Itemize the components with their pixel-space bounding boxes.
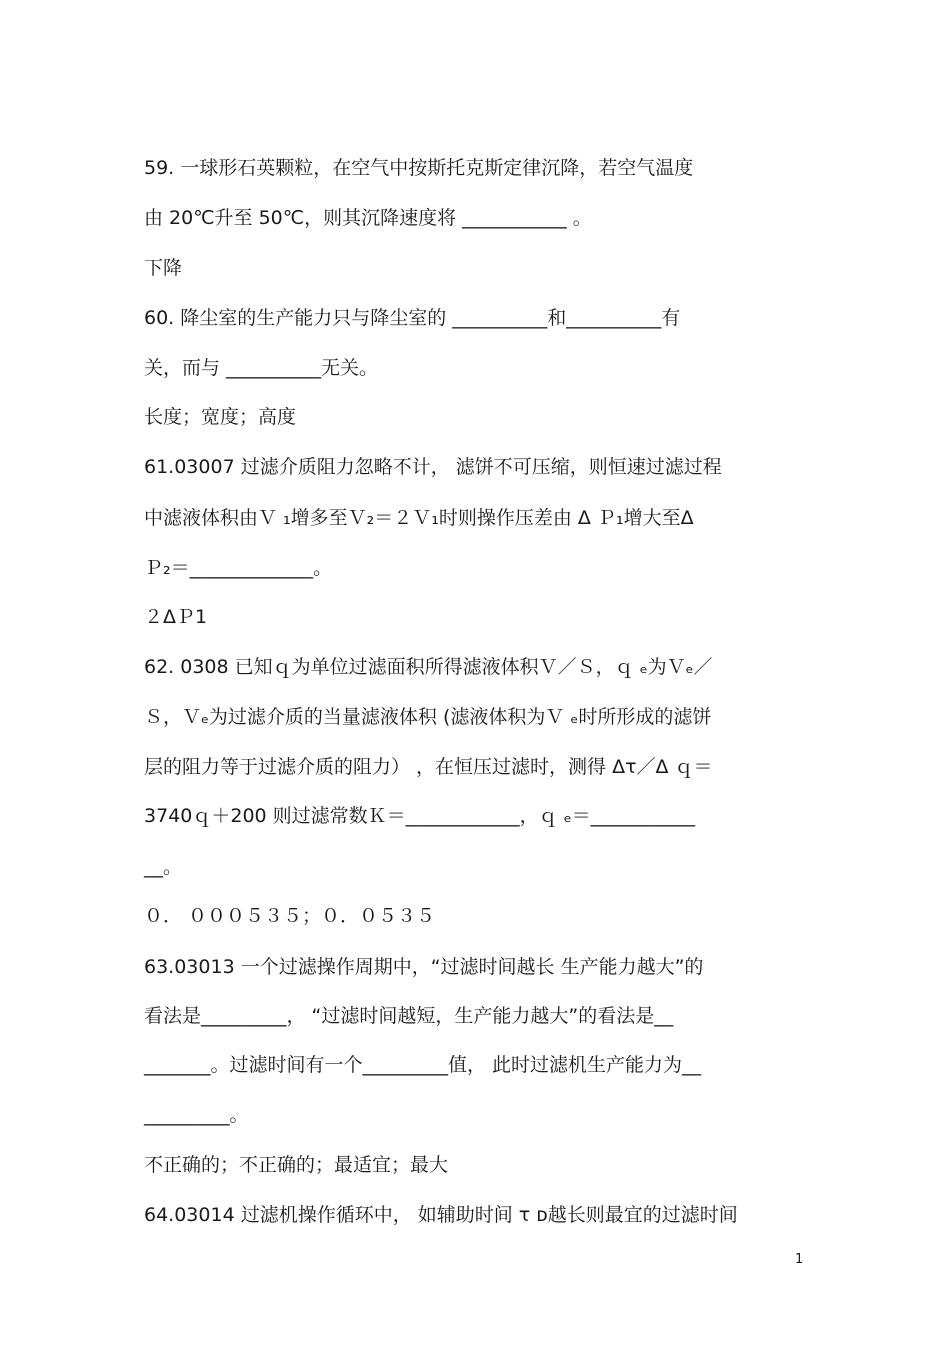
question-60-line-2: 关，而与 __________无关。 bbox=[144, 357, 379, 379]
question-61-line-1: 61.03007 过滤介质阻力忽略不计， 滤饼不可压缩，则恒速过滤过程 bbox=[144, 456, 722, 478]
question-62-line-5: __。 bbox=[144, 856, 183, 878]
question-63-line-2: 看法是_________， “过滤时间越短，生产能力越大”的看法是__ bbox=[144, 1005, 674, 1027]
answer-63: 不正确的；不正确的；最适宜；最大 bbox=[144, 1154, 449, 1176]
answer-60: 长度；宽度；高度 bbox=[144, 406, 297, 428]
question-62-line-4: 3740ｑ＋200 则过滤常数Ｋ＝____________，ｑ ₑ＝___________ bbox=[144, 805, 696, 827]
question-61-line-3: Ｐ₂＝_____________。 bbox=[144, 557, 333, 579]
question-63-line-3: _______。过滤时间有一个_________值， 此时过滤机生产能力为__ bbox=[144, 1054, 702, 1076]
answer-62: ０． ０００５３５；０．０５３５ bbox=[144, 905, 436, 927]
question-63-line-4: _________。 bbox=[144, 1104, 249, 1126]
question-62-line-3: 层的阻力等于过滤介质的阻力） ，在恒压过滤时，测得 Δτ／Δ ｑ＝ bbox=[144, 756, 713, 778]
answer-59: 下降 bbox=[144, 257, 183, 279]
question-62-line-1: 62. 0308 已知ｑ为单位过滤面积所得滤液体积Ｖ／Ｓ，ｑ ₑ为Ｖₑ／ bbox=[144, 656, 713, 678]
question-59-line-2: 由 20℃升至 50℃，则其沉降速度将 ___________ 。 bbox=[144, 207, 592, 229]
question-62-line-2: Ｓ，Ｖₑ为过滤介质的当量滤液体积 (滤液体积为Ｖ ₑ时所形成的滤饼 bbox=[144, 706, 712, 728]
question-64-line-1: 64.03014 过滤机操作循环中， 如辅助时间 τ ᴅ越长则最宜的过滤时间 bbox=[144, 1204, 738, 1226]
page-number: 1 bbox=[795, 1252, 804, 1267]
question-63-line-1: 63.03013 一个过滤操作周期中，“过滤时间越长 生产能力越大”的 bbox=[144, 956, 704, 978]
question-59-line-1: 59. 一球形石英颗粒，在空气中按斯托克斯定律沉降，若空气温度 bbox=[144, 157, 694, 179]
question-61-line-2: 中滤液体积由Ｖ ₁增多至Ｖ₂＝２Ｖ₁时则操作压差由 Δ Ｐ₁增大至Δ bbox=[144, 507, 694, 529]
question-60-line-1: 60. 降尘室的生产能力只与降尘室的 __________和__________有 bbox=[144, 307, 681, 329]
answer-61: ２ΔＰ1 bbox=[144, 606, 208, 628]
